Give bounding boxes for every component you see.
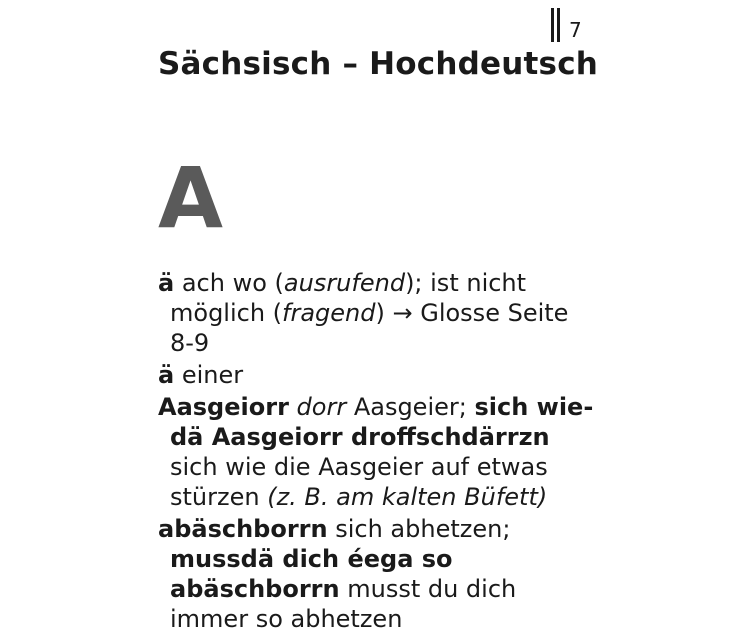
example-phrase: mussdä dich éega so abäschborrn	[170, 545, 453, 603]
marker-bar	[557, 8, 560, 42]
definition-text: ); ist nicht möglich (	[170, 269, 527, 327]
definition-text: ach wo (	[174, 269, 284, 297]
definition-text: sich abhetzen;	[327, 515, 511, 543]
dictionary-entry	[158, 514, 598, 634]
usage-note: ausrufend	[283, 269, 406, 297]
definition-text: einer	[174, 361, 244, 389]
dictionary-entry	[158, 392, 598, 512]
dictionary-entry	[158, 360, 598, 390]
example-phrase: sich wie-dä Aasgeiorr droffschdärrzn	[170, 393, 594, 451]
usage-note: (z. B. am kalten Büfett)	[267, 483, 548, 511]
usage-note: dorr	[288, 393, 347, 421]
definition-text: Aasgeier;	[346, 393, 475, 421]
definition-text: sich wie die Aasgeier auf etwas stürzen	[170, 453, 548, 511]
headword: ä	[158, 361, 175, 389]
headword: ä	[158, 269, 175, 297]
headword: abäschborrn	[158, 515, 328, 543]
usage-note: fragend	[282, 299, 376, 327]
marker-bar	[551, 8, 554, 42]
page-marker	[551, 8, 582, 42]
headword: Aasgeiorr	[158, 393, 289, 421]
dictionary-entry	[158, 268, 598, 358]
definition-text: musst du dich immer so abhetzen	[170, 575, 517, 633]
section-title: Sächsisch – Hochdeutsch	[158, 46, 599, 82]
dictionary-entries	[158, 268, 598, 636]
page-number: 7	[569, 18, 582, 42]
letter-heading: A	[158, 149, 224, 247]
definition-text: ) → Glosse Seite 8-9	[170, 299, 569, 357]
